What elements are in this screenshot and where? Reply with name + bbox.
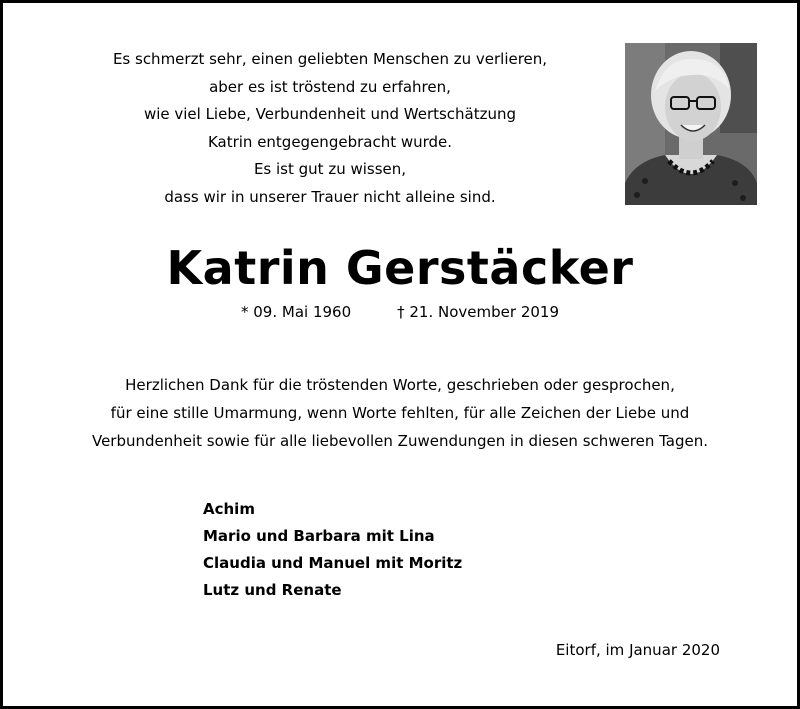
death-date: † 21. November 2019	[397, 303, 559, 321]
verse-line: Katrin entgegengebracht wurde.	[207, 132, 453, 151]
thanks-line: Herzlichen Dank für die tröstenden Worte, geschrieben oder gesprochen,	[125, 376, 675, 394]
verse-line: Es ist gut zu wissen,	[253, 160, 407, 178]
deceased-name: Katrin Gerstäcker	[166, 241, 634, 295]
portrait-illustration	[625, 43, 757, 205]
birth-date: * 09. Mai 1960	[240, 303, 352, 321]
verse-line: dass wir in unserer Trauer nicht alleine sind.	[164, 187, 496, 206]
portrait-photo	[625, 43, 757, 205]
verse-line: wie viel Liebe, Verbundenheit und Wertschätzung	[143, 105, 517, 123]
family-member: Claudia und Manuel mit Moritz	[203, 554, 463, 572]
thanks-line: für eine stille Umarmung, wenn Worte fehlten, für alle Zeichen der Liebe und	[110, 404, 690, 422]
family-member: Lutz und Renate	[203, 581, 342, 599]
life-dates	[0, 300, 800, 324]
thanks-line: Verbundenheit sowie für alle liebevollen Zuwendungen in diesen schweren Tagen.	[91, 432, 709, 450]
place-and-date: Eitorf, im Januar 2020	[555, 641, 720, 659]
intro-verse	[80, 46, 580, 211]
family-member: Mario und Barbara mit Lina	[203, 527, 435, 545]
verse-line: aber es ist tröstend zu erfahren,	[209, 77, 451, 96]
thanks-text	[20, 371, 780, 455]
verse-line: Es schmerzt sehr, einen geliebten Menschen zu verlieren,	[112, 50, 548, 68]
family-member: Achim	[203, 500, 255, 518]
family-signatures	[203, 496, 462, 604]
